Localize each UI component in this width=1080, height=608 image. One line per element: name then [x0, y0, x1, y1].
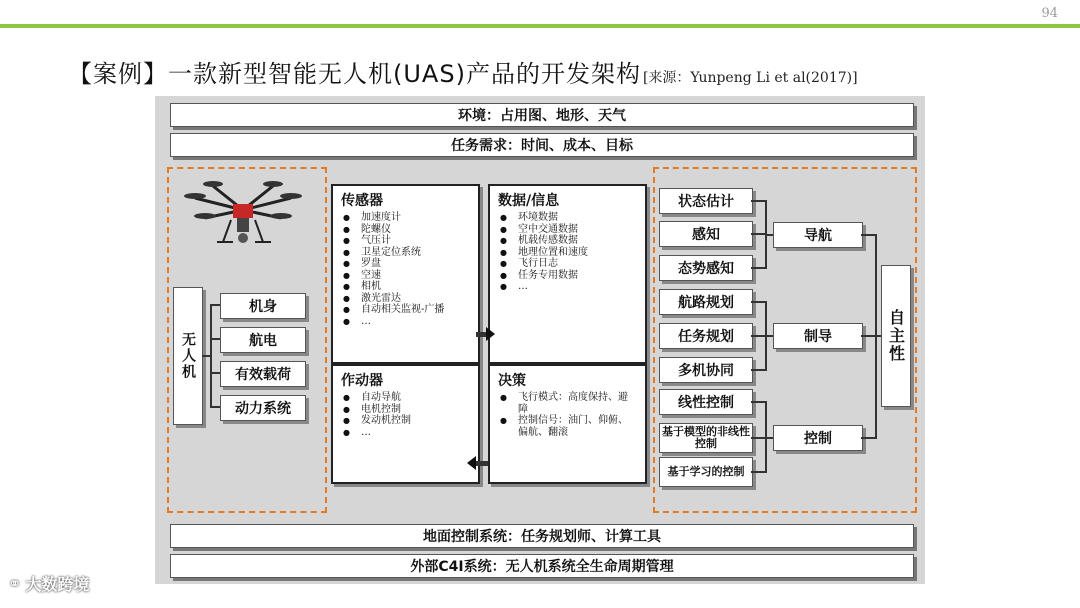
uav-part-airframe: 机身 [220, 293, 306, 319]
actuators-heading: 作动器 [341, 373, 383, 389]
decision-item: ● 飞行模式：高度保持、避障 [500, 392, 628, 415]
decision-item: ● 控制信号：油门、仰俯、偏航、翻滚 [500, 415, 628, 438]
uav-root-box: 无人机 [173, 287, 203, 425]
c4i-system-bar: 外部C4I系统：无人机系统全生命周期管理 [170, 554, 914, 578]
bracket-line [751, 267, 765, 269]
arrow-right-icon [486, 327, 495, 341]
arrow-left-icon [467, 456, 476, 470]
bracket-line [751, 233, 765, 235]
uav-connector [210, 372, 220, 374]
bracket-line [751, 471, 765, 473]
ground-control-bar: 地面控制系统：任务规划师、计算工具 [170, 524, 914, 548]
bracket-line [875, 234, 877, 439]
title-source: [来源：Yunpeng Li et al(2017)] [642, 70, 858, 86]
drone-image [183, 180, 303, 260]
bracket-line [861, 234, 875, 236]
bracket-line [765, 234, 773, 236]
decision-panel [488, 364, 647, 484]
data-item: ● 机载传感数据 [500, 235, 645, 247]
sensor-item: ● 激光雷达 [343, 293, 478, 305]
top-accent-line [0, 24, 1080, 28]
data-info-panel [488, 184, 647, 364]
sensors-heading: 传感器 [341, 193, 383, 209]
nav-item-situational-awareness: 态势感知 [659, 255, 753, 281]
data-item: ● 任务专用数据 [500, 270, 645, 282]
nav-item-perception: 感知 [659, 221, 753, 247]
data-item: ● … [500, 281, 645, 293]
bracket-line [751, 401, 765, 403]
bracket-line [765, 437, 773, 439]
sensor-item: ● 罗盘 [343, 258, 478, 270]
uav-connector-vertical [210, 304, 212, 406]
watermark-logo-icon: ⚭ [8, 574, 22, 593]
sensor-item: ● … [343, 316, 478, 328]
guidance-item-mission-planning: 任务规划 [659, 323, 753, 349]
uav-connector [210, 406, 220, 408]
sensor-item: ● 气压计 [343, 235, 478, 247]
environment-bar: 环境：占用图、地形、天气 [170, 103, 914, 127]
uav-part-avionics: 航电 [220, 327, 306, 353]
page-number: 94 [1041, 6, 1058, 21]
bracket-line [751, 301, 765, 303]
nav-item-state-estimation: 状态估计 [659, 188, 753, 214]
guidance-item-path-planning: 航路规划 [659, 289, 753, 315]
actuator-item: ● … [343, 427, 478, 439]
watermark-text: 大数跨境 [25, 575, 90, 594]
data-info-heading: 数据/信息 [498, 193, 560, 209]
decision-heading: 决策 [498, 373, 526, 389]
uav-part-propulsion: 动力系统 [220, 395, 306, 421]
actuator-item: ● 电机控制 [343, 404, 478, 416]
actuator-item: ● 自动导航 [343, 392, 478, 404]
uav-connector [210, 338, 220, 340]
guidance-item-multi-uav-coordination: 多机协同 [659, 357, 753, 383]
mission-requirements-bar: 任务需求：时间、成本、目标 [170, 133, 914, 157]
control-item-learning-based: 基于学习的控制 [659, 457, 753, 487]
bracket-line [861, 437, 875, 439]
sensors-panel [331, 184, 480, 364]
autonomy-box: 自主性 [881, 265, 911, 407]
bracket-line [751, 200, 765, 202]
sensor-item: ● 自动相关监视-广播 [343, 304, 478, 316]
sensor-item: ● 卫星定位系统 [343, 247, 478, 259]
sensor-item: ● 加速度计 [343, 212, 478, 224]
bracket-line [765, 335, 773, 337]
group-control: 控制 [773, 425, 863, 451]
watermark [8, 572, 89, 595]
group-guidance: 制导 [773, 323, 863, 349]
sensor-item: ● 陀螺仪 [343, 224, 478, 236]
control-item-model-based: 基于模型的非线性控制 [659, 423, 753, 453]
bracket-line [751, 369, 765, 371]
data-item: ● 地理位置和速度 [500, 247, 645, 259]
arrow-left-shaft [476, 461, 488, 466]
data-item: ● 空中交通数据 [500, 224, 645, 236]
arrow-right-shaft [476, 332, 486, 337]
bracket-line [751, 437, 765, 439]
uav-connector [210, 304, 220, 306]
sensor-item: ● 空速 [343, 270, 478, 282]
title-main: 【案例】一款新型智能无人机(UAS)产品的开发架构 [68, 60, 641, 88]
bracket-line [861, 335, 881, 337]
bracket-line [751, 335, 765, 337]
uav-part-payload: 有效载荷 [220, 361, 306, 387]
data-item: ● 环境数据 [500, 212, 645, 224]
actuator-item: ● 发动机控制 [343, 415, 478, 427]
sensor-item: ● 相机 [343, 281, 478, 293]
control-item-linear: 线性控制 [659, 389, 753, 415]
actuators-panel [331, 364, 480, 484]
slide-title [68, 54, 858, 89]
group-navigation: 导航 [773, 222, 863, 248]
data-item: ● 飞行日志 [500, 258, 645, 270]
uav-connector [202, 355, 210, 357]
